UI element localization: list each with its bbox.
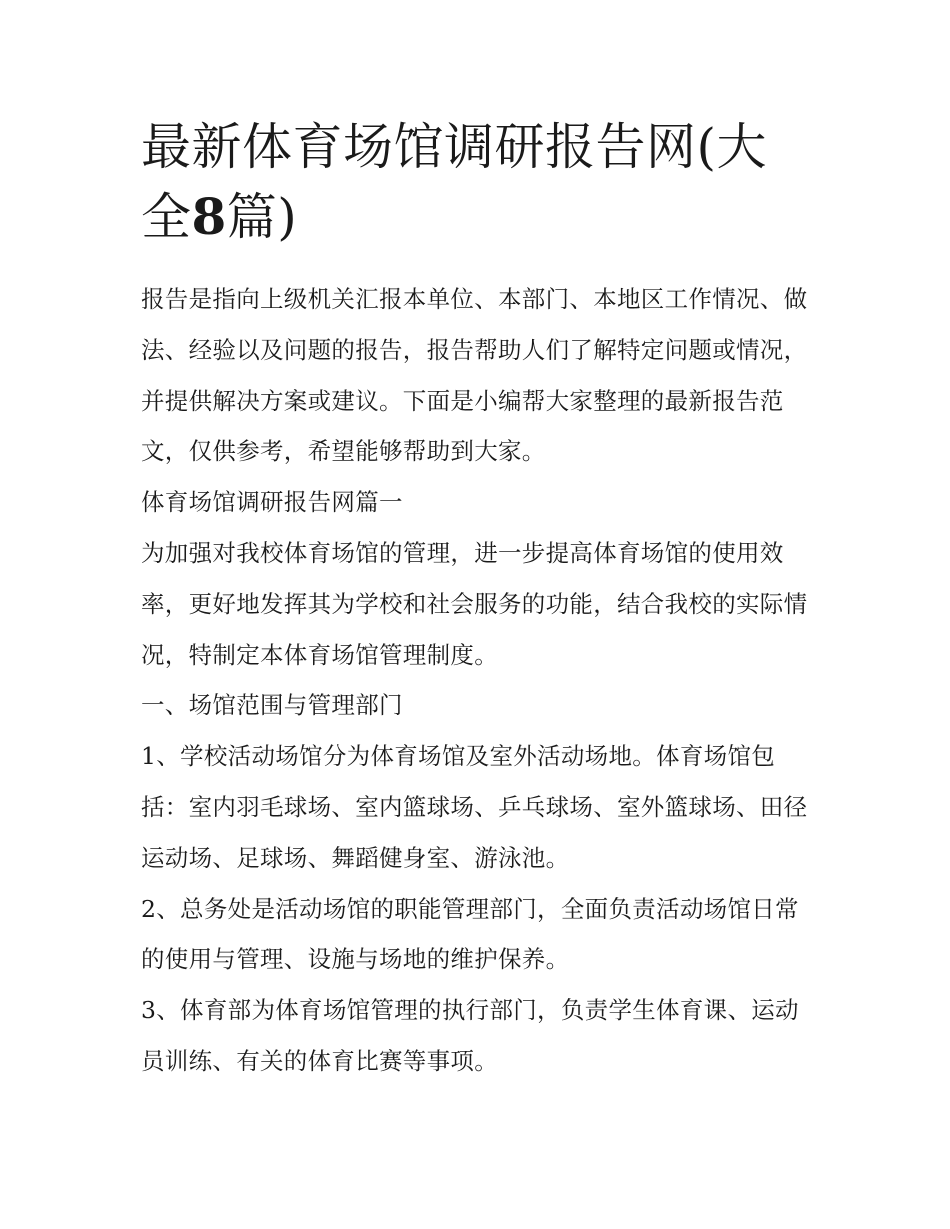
section-heading-venue-scope: 一、场馆范围与管理部门 [141, 691, 403, 720]
section-heading-part-one: 体育场馆调研报告网篇一 [141, 488, 403, 517]
intro-paragraph: 报告是指向上级机关汇报本单位、本部门、本地区工作情况、做法、经验以及问题的报告，报告帮助人们了解特定问题或情况，并提供解决方案或建议。下面是小编帮大家整理的最新报告范文，仅供参考，希望能够帮助到大家。 [141, 285, 808, 466]
document-title: 最新体育场馆调研报告网(大全8篇) [141, 118, 768, 246]
body-paragraph: 为加强对我校体育场馆的管理，进一步提高体育场馆的使用效率，更好地发挥其为学校和社会服务的功能，结合我校的实际情况，特制定本体育场馆管理制度。 [141, 538, 808, 669]
list-item-2: 2、总务处是活动场馆的职能管理部门，全面负责活动场馆日常的使用与管理、设施与场地的维护保养。 [141, 894, 799, 974]
list-item-3: 3、体育部为体育场馆管理的执行部门，负责学生体育课、运动员训练、有关的体育比赛等事项。 [141, 996, 799, 1075]
list-item-1: 1、学校活动场馆分为体育场馆及室外活动场地。体育场馆包括：室内羽毛球场、室内篮球场、乒乓球场、室外篮球场、田径运动场、足球场、舞蹈健身室、游泳池。 [141, 742, 808, 872]
document-page [141, 112, 813, 1087]
